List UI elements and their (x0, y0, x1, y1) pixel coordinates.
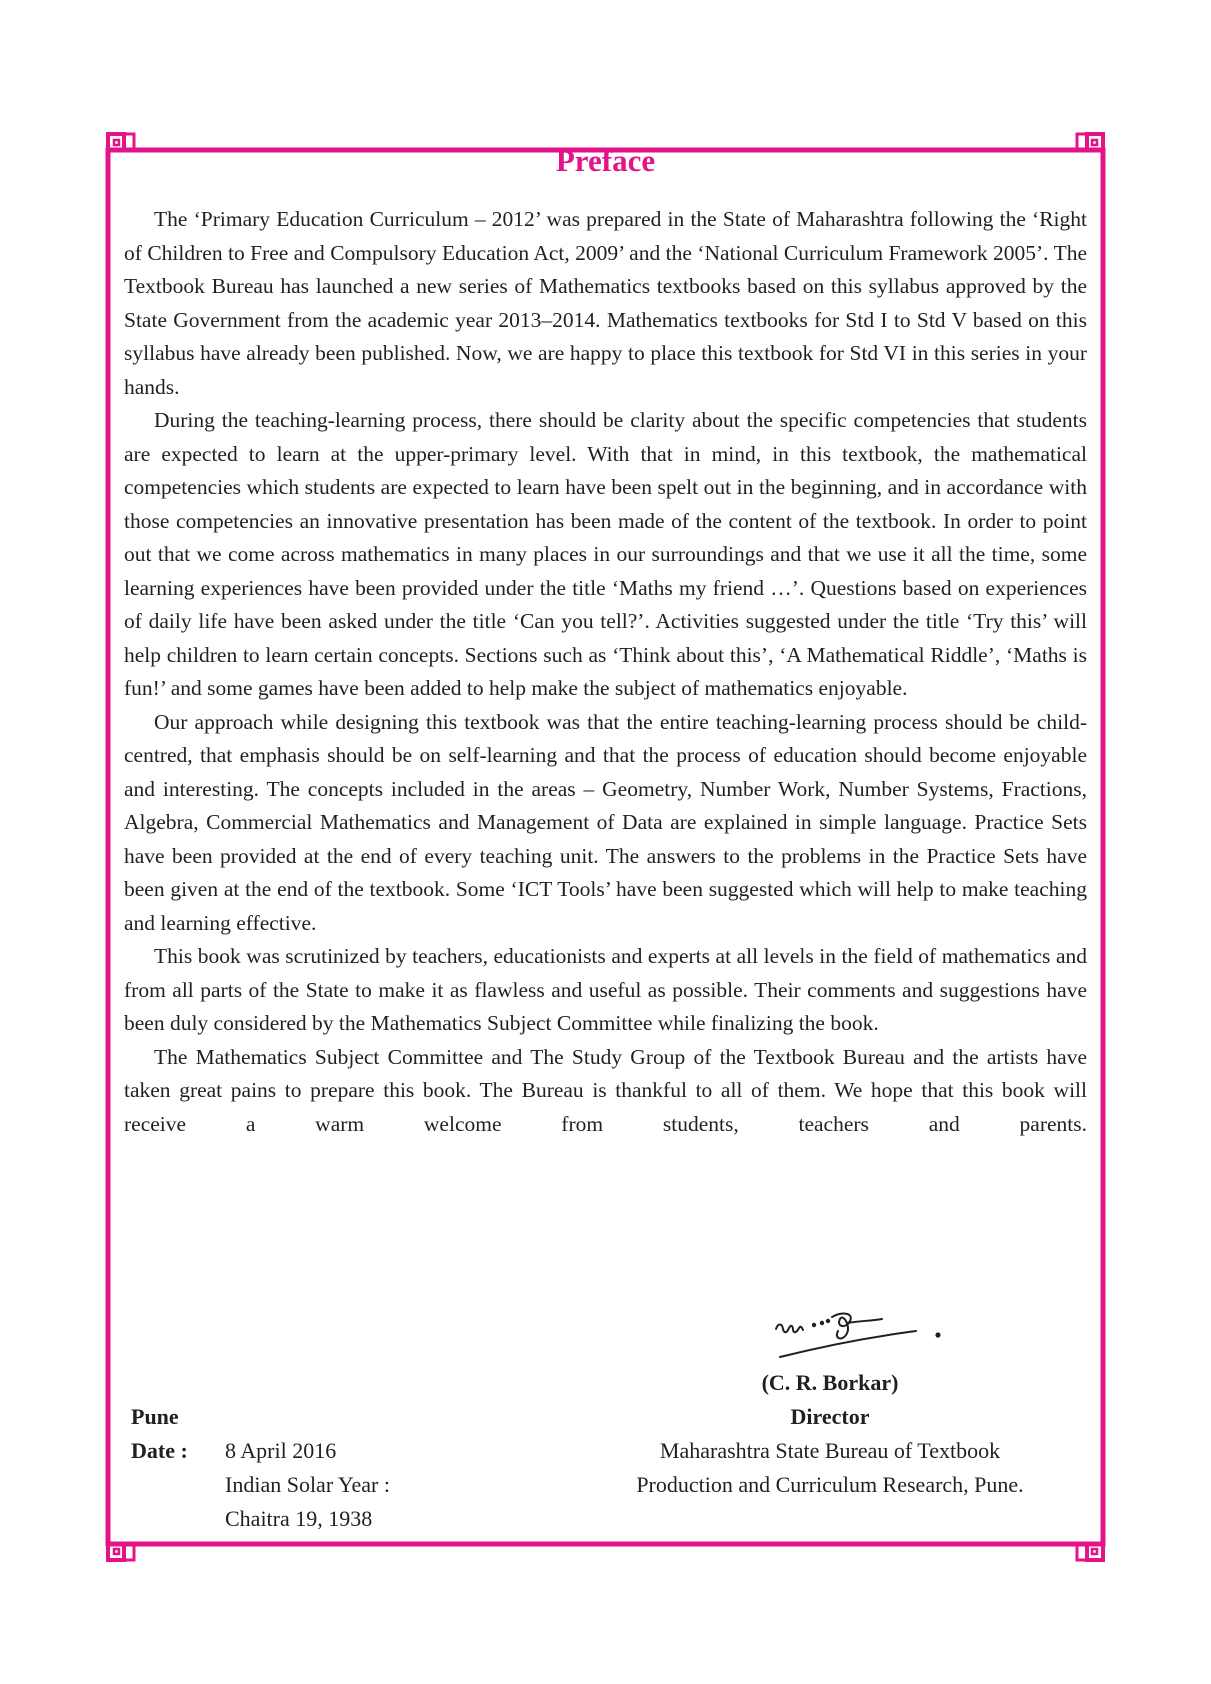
page-title: Preface (555, 143, 656, 178)
solar-year-value: Chaitra 19, 1938 (225, 1506, 373, 1531)
date-label: Date : (131, 1438, 188, 1463)
solar-year-label: Indian Solar Year : (225, 1472, 390, 1497)
paragraph-1: The ‘Primary Education Curriculum – 2012’ was prepared in the State of Maharashtra following the ‘Right of Children to Free and Compulsory Education Act, 2009’ and the ‘National Curriculum Framework 2005’. The Textbook Bureau has launched a new series of Mathematics textbooks based on this syllabus approved by the State Government from the academic year 2013–2014. Mathematics textbooks for Std I to Std V based on this syllabus have already been published. Now, we are happy to place this textbook for Std VI in this series in your hands. (124, 207, 1087, 399)
place: Pune (131, 1404, 179, 1429)
signatory-name: (C. R. Borkar) (761, 1370, 899, 1395)
signatory-organization-line-1: Maharashtra State Bureau of Textbook (659, 1438, 1001, 1463)
signatory-role: Director (790, 1404, 870, 1429)
paragraph-4: This book was scrutinized by teachers, educationists and experts at all levels in the field of mathematics and from all parts of the State to make it as flawless and useful as possible. Their comments and suggestions have been duly considered by the Mathematics Subject Committee while finalizing the book. (124, 944, 1087, 1035)
paragraph-2: During the teaching-learning process, there should be clarity about the specific competencies that students are expected to learn at the upper-primary level. With that in mind, in this textbook, the mathematical competencies which students are expected to learn have been spelt out in the beginning, and in accordance with those competencies an innovative presentation has been made of the content of the textbook. In order to point out that we come across mathematics in many places in our surroundings and that we use it all the time, some learning experiences have been provided under the title ‘Maths my friend …’. Questions based on experiences of daily life have been asked under the title ‘Can you tell?’. Activities suggested under the title ‘Try this’ will help children to learn certain concepts. Sections such as ‘Think about this’, ‘A Mathematical Riddle’, ‘Maths is fun!’ and some games have been added to help make the subject of mathematics enjoyable. (124, 408, 1087, 700)
handwritten-signature (770, 1295, 950, 1365)
paragraph-3: Our approach while designing this textbook was that the entire teaching-learning process should be child-centred, that emphasis should be on self-learning and that the process of education should become enjoyable and interesting. The concepts included in the areas – Geometry, Number Work, Number Systems, Fractions, Algebra, Commercial Mathematics and Management of Data are explained in simple language. Practice Sets have been provided at the end of every teaching unit. The answers to the problems in the Practice Sets have been given at the end of the textbook. Some ‘ICT Tools’ have been suggested which will help to make teaching and learning effective. (124, 709, 1087, 935)
paragraph-5: The Mathematics Subject Committee and The Study Group of the Textbook Bureau and the artists have taken great pains to prepare this book. The Bureau is thankful to all of them. We hope that this book will receive a warm welcome from students, teachers and parents. (124, 1044, 1087, 1136)
date-value: 8 April 2016 (225, 1438, 337, 1463)
preface-body (124, 203, 1087, 1141)
signatory-organization-line-2: Production and Curriculum Research, Pune. (636, 1472, 1024, 1497)
